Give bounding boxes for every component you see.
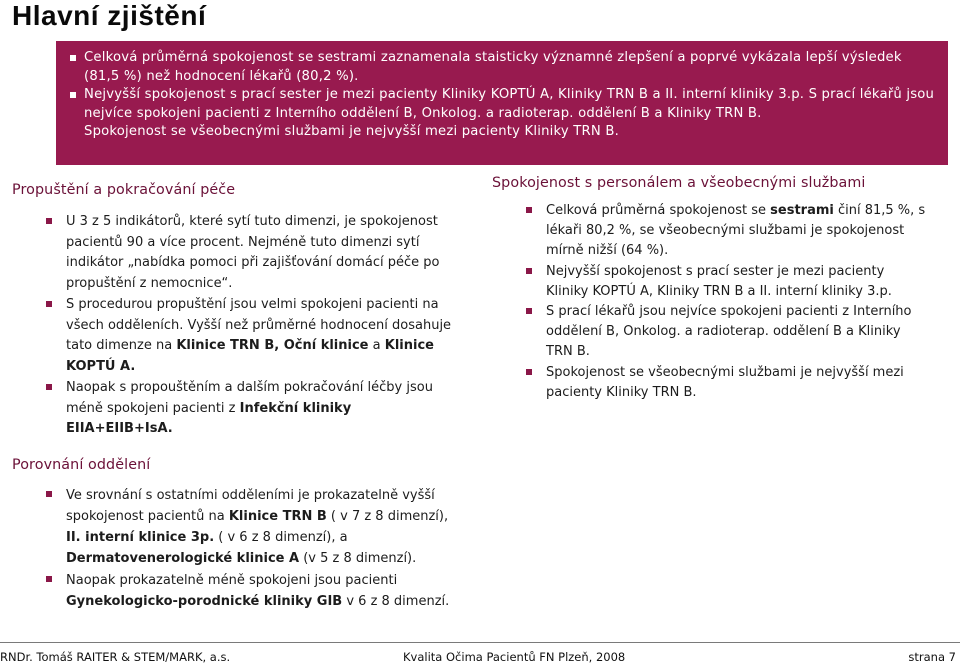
footer-page-number: strana 7 xyxy=(908,650,956,664)
page-title: Hlavní zjištění xyxy=(12,0,207,31)
staff-satisfaction-section xyxy=(492,175,950,403)
line: Naopak s propouštěním a dalším pokračování léčby jsou xyxy=(66,380,433,395)
line: Ve srovnání s ostatními odděleními je prokazatelně vyšší xyxy=(66,488,435,503)
line-part: činí 81,5 %, s xyxy=(833,203,926,218)
department-comparison-section xyxy=(12,457,482,612)
list-item xyxy=(492,363,950,403)
line-part: méně spokojeni pacienti z xyxy=(66,400,240,416)
line: lékaři 80,2 %, se všeobecnými službami je spokojenost xyxy=(546,223,905,238)
line: U 3 z 5 indikátorů, které sytí tuto dimenzi, je spokojenost xyxy=(66,214,438,229)
banner-text: Nejvyšší spokojenost s prací sester je mezi pacienty Kliniky KOPTÚ A, Kliniky TRN B a II. interní kliniky 3.p. S prací lékařů jsou nejvíce spokojeni pacienti z Interního oddělení B, Onkolog. a radioterap. oddělení B a Kliniky TRN B. xyxy=(84,87,935,121)
line-part: tato dimenze na xyxy=(66,338,177,353)
line-part: Celková průměrná spokojenost se xyxy=(546,203,771,218)
line-bold: Gynekologicko-porodnické kliniky GIB xyxy=(66,594,343,609)
line-bold: Klinice TRN B xyxy=(228,509,327,524)
line-bold: EIIA+EIIB+IsA. xyxy=(66,421,173,436)
line-bold: Dermatovenerologické klinice A xyxy=(66,551,300,566)
line-part: spokojenost pacientů na xyxy=(66,509,229,524)
line-part: a xyxy=(368,338,385,353)
line: TRN B. xyxy=(546,344,590,359)
line-part: v 6 z 8 dimenzí. xyxy=(342,594,450,609)
banner-item-continuation: Spokojenost se všeobecnými službami je nejvyšší mezi pacienty Kliniky TRN B. xyxy=(84,124,620,139)
line: S procedurou propuštění jsou velmi spokojeni pacienti na xyxy=(66,297,439,312)
line-part: ( v 6 z 8 dimenzí), a xyxy=(214,530,348,545)
line-part: ( v 7 z 8 dimenzí), xyxy=(326,509,449,524)
list-item xyxy=(12,295,467,377)
line: indikátor „nabídka pomoci při zajišťování domácí péče po xyxy=(66,255,440,270)
line-bold: KOPTÚ A. xyxy=(66,358,136,374)
line-bold: II. interní klinice 3p. xyxy=(66,530,215,545)
page-footer xyxy=(0,642,960,664)
list-item xyxy=(12,378,467,440)
key-findings-banner xyxy=(56,41,948,165)
line: mírně nižší (64 %). xyxy=(546,243,669,258)
list-item xyxy=(492,201,950,261)
discharge-heading: Propuštění a pokračování péče xyxy=(12,182,236,198)
line-bold: Klinice TRN B, Oční klinice xyxy=(176,338,369,353)
discharge-section xyxy=(12,182,467,440)
line-part: (v 5 z 8 dimenzí). xyxy=(299,551,417,566)
line-bold: Infekční kliniky xyxy=(239,400,352,416)
banner-item: Celková průměrná spokojenost se sestrami zaznamenala staisticky významné zlepšení a poprvé vykázala lepší výsledek (81,5 %) než hodnocení lékařů (80,2 %). xyxy=(70,49,938,86)
banner-item xyxy=(70,86,938,123)
footer-report-title: Kvalita Očima Pacientů FN Plzeň, 2008 xyxy=(403,650,626,664)
line: propuštění z nemocnice“. xyxy=(66,275,233,291)
line: Spokojenost se všeobecnými službami je nejvyšší mezi xyxy=(546,365,904,380)
line: Nejvyšší spokojenost s prací sester je mezi pacienty xyxy=(546,264,885,279)
footer-author: RNDr. Tomáš RAITER & STEM/MARK, a.s. xyxy=(0,650,231,664)
line: pacientů 90 a více procent. Nejméně tuto dimenzi sytí xyxy=(66,234,420,250)
line: oddělení B, Onkolog. a radioterap. oddělení B a Kliniky xyxy=(546,324,901,339)
list-item xyxy=(12,570,482,612)
comparison-heading: Porovnání oddělení xyxy=(12,457,151,473)
line: Kliniky KOPTÚ A, Kliniky TRN B a II. interní kliniky 3.p. xyxy=(546,284,892,299)
list-item xyxy=(492,302,950,362)
line: Naopak prokazatelně méně spokojeni jsou pacienti xyxy=(66,573,398,588)
line: pacienty Kliniky TRN B. xyxy=(546,385,697,400)
staff-heading: Spokojenost s personálem a všeobecnými službami xyxy=(492,175,866,191)
list-item xyxy=(12,485,482,569)
line-bold: Klinice xyxy=(384,338,434,353)
line: všech odděleních. Vyšší než průměrné hodnocení dosahuje xyxy=(66,317,452,333)
line: S prací lékařů jsou nejvíce spokojeni pacienti z Interního xyxy=(546,304,912,319)
list-item xyxy=(492,262,950,302)
line-bold: sestrami xyxy=(770,203,834,218)
list-item xyxy=(12,212,467,294)
